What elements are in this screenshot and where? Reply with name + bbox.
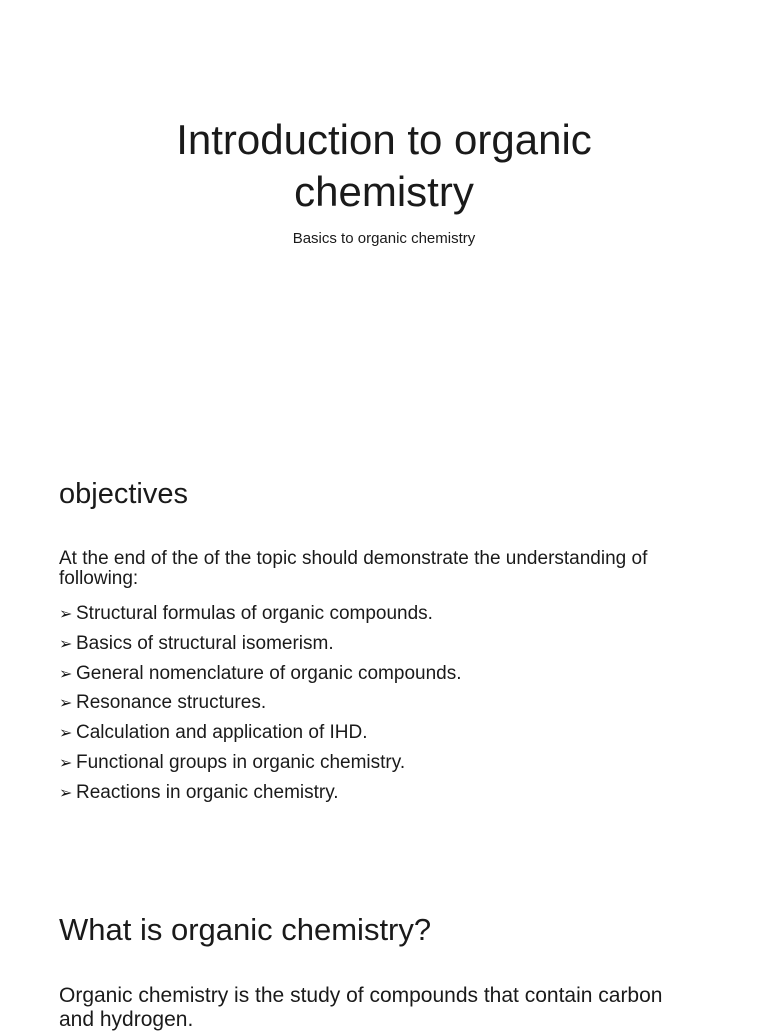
list-item-text: Reactions in organic chemistry. — [76, 781, 339, 803]
list-item — [59, 778, 462, 808]
arrow-bullet-icon: ➢ — [59, 695, 73, 713]
list-item-text: Basics of structural isomerism. — [76, 632, 334, 654]
objectives-slide — [0, 420, 768, 860]
list-item-text: Structural formulas of organic compounds. — [76, 603, 433, 624]
objectives-intro: At the end of the of the topic should demonstrate the understanding of following: — [59, 548, 648, 589]
what-is-slide — [0, 860, 768, 1031]
arrow-bullet-icon: ➢ — [59, 784, 73, 802]
list-item-text: General nomenclature of organic compounds. — [76, 662, 462, 684]
list-item — [59, 718, 462, 748]
objectives-list — [59, 599, 462, 808]
list-item — [59, 659, 462, 689]
list-item — [59, 629, 462, 659]
what-is-heading: What is organic chemistry? — [59, 912, 432, 947]
slide-subtitle: Basics to organic chemistry — [292, 230, 476, 247]
arrow-bullet-icon: ➢ — [59, 754, 73, 772]
definition-text: Organic chemistry is the study of compounds that contain carbon and hydrogen. — [59, 984, 663, 1031]
list-item — [59, 599, 462, 629]
list-item-text: Resonance structures. — [76, 692, 267, 714]
arrow-bullet-icon: ➢ — [59, 635, 73, 653]
objectives-heading: objectives — [59, 478, 188, 510]
list-item-text: Functional groups in organic chemistry. — [76, 751, 406, 773]
arrow-bullet-icon: ➢ — [59, 665, 73, 683]
arrow-bullet-icon: ➢ — [59, 606, 73, 623]
title-slide — [0, 0, 768, 420]
list-item — [59, 688, 462, 718]
slide-title: Introduction to organic chemistry — [176, 116, 592, 215]
list-item — [59, 748, 462, 778]
list-item-text: Calculation and application of IHD. — [76, 722, 368, 744]
arrow-bullet-icon: ➢ — [59, 725, 73, 743]
